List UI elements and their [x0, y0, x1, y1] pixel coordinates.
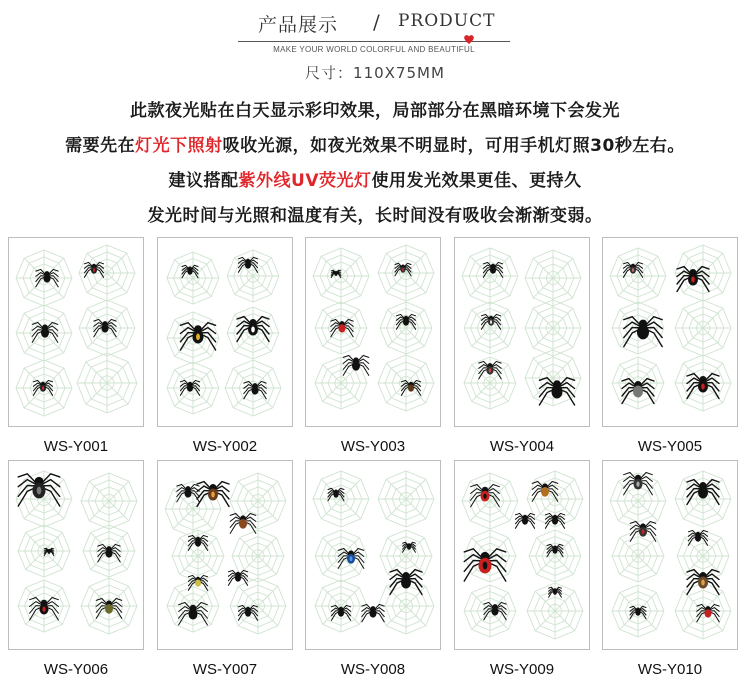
product-card [157, 460, 293, 650]
title-slash: / [373, 10, 380, 34]
title-cn: 产品展示 [258, 14, 339, 36]
product-code: WS-Y008 [340, 661, 406, 678]
product-code: WS-Y007 [192, 661, 258, 678]
sticker-sheet-image [158, 461, 294, 651]
desc-line-1: 此款夜光贴在白天显示彩印效果，局部部分在黑暗环境下会发光 [130, 101, 620, 121]
product-code: WS-Y005 [637, 438, 703, 455]
product-code: WS-Y010 [637, 661, 703, 678]
sticker-sheet-image [9, 238, 145, 428]
product-card [602, 460, 738, 650]
sticker-sheet-image [306, 238, 442, 428]
product-card [454, 460, 590, 650]
product-card [305, 460, 441, 650]
size-spec: 尺寸：110X75MM [305, 64, 445, 82]
product-card [454, 237, 590, 427]
sticker-sheet-image [455, 461, 591, 651]
product-code: WS-Y003 [340, 438, 406, 455]
desc-line-2: 需要先在灯光下照射吸收光源，如夜光效果不明显时，可用手机灯照30秒左右。 [65, 136, 685, 156]
sticker-sheet-image [603, 461, 739, 651]
sticker-sheet-image [455, 238, 591, 428]
product-code: WS-Y002 [192, 438, 258, 455]
sticker-sheet-image [603, 238, 739, 428]
header [0, 0, 750, 90]
product-code: WS-Y001 [43, 438, 109, 455]
heart-icon [462, 32, 476, 46]
product-card [305, 237, 441, 427]
title-en: PRODUCT [398, 11, 496, 31]
product-card [8, 237, 144, 427]
sticker-sheet-image [158, 238, 294, 428]
sticker-sheet-image [306, 461, 442, 651]
sticker-sheet-image [9, 461, 145, 651]
subtitle: MAKE YOUR WORLD COLORFUL AND BEAUTIFUL [273, 45, 475, 54]
product-code: WS-Y009 [489, 661, 555, 678]
desc-line-3: 建议搭配紫外线UV荧光灯使用发光效果更佳、更持久 [168, 171, 582, 191]
product-code: WS-Y004 [489, 438, 555, 455]
product-card [602, 237, 738, 427]
desc-line-4: 发光时间与光照和温度有关，长时间没有吸收会渐渐变弱。 [147, 206, 603, 226]
product-card [157, 237, 293, 427]
product-card [8, 460, 144, 650]
product-code: WS-Y006 [43, 661, 109, 678]
